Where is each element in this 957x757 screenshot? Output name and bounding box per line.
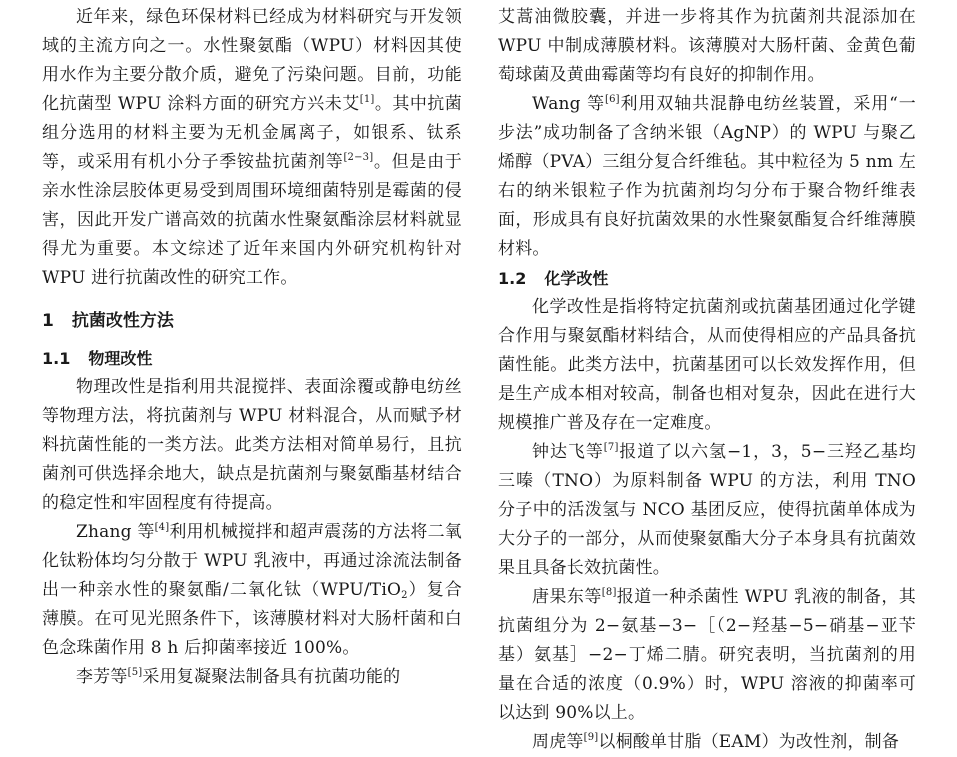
li-fang-continued-paragraph: 艾蒿油微胶囊，并进一步将其作为抗菌剂共混添加在 WPU 中制成薄膜材料。该薄膜对大肠杆菌、金黄色葡萄球菌及黄曲霉菌等均有良好的抑制作用。 xyxy=(498,7,916,85)
chemical-modification-paragraph: 化学改性是指将特定抗菌剂或抗菌基团通过化学键合作用与聚氨酯材料结合，从而使得相应的产品具备抗菌性能。此类方法中，抗菌基团可以长效发挥作用，但是生产成本相对较高，制备也相对复杂，因此在进行大规模推广普及存在一定难度。 xyxy=(498,297,916,433)
citation-4: [4] xyxy=(154,522,170,533)
subsection-heading-1-1: 1.1 物理改性 xyxy=(42,349,153,368)
wang-paragraph: Wang 等[6]利用双轴共混静电纺丝装置，采用“一步法”成功制备了含纳米银（AgNP）的 WPU 与聚乙烯醇（PVA）三组分复合纤维毡。其中粒径为 5 nm 左右的纳米银粒子作为抗菌剂均匀分布于聚合物纤维表面，形成具有良好抗菌效果的水性聚氨酯复合纤维薄膜材料。 xyxy=(498,94,916,259)
li-fang-paragraph: 李芳等[5]采用复凝聚法制备具有抗菌功能的 xyxy=(76,667,401,687)
citation-2-3: [2−3] xyxy=(343,152,374,163)
section-heading-1: 1 抗菌改性方法 xyxy=(42,311,174,331)
subsection-heading-1-2: 1.2 化学改性 xyxy=(498,269,609,288)
intro-paragraph: 近年来，绿色环保材料已经成为材料研究与开发领域的主流方向之一。水性聚氨酯（WPU）材料因其使用水作为主要分散介质，避免了污染问题。目前，功能化抗菌型 WPU 涂料方面的研究方兴未艾[1]。其中抗菌组分选用的材料主要为无机金属离子，如银系、钛系等，或采用有机小分子季铵盐抗菌剂等[2−3]。但是由于亲水性涂层胶体更易受到周围环境细菌特别是霉菌的侵害，因此开发广谱高效的抗菌水性聚氨酯涂层材料就显得尤为重要。本文综述了近年来国内外研究机构针对 WPU 进行抗菌改性的研究工作。 xyxy=(42,7,463,288)
left-column xyxy=(42,0,462,692)
citation-6: [6] xyxy=(605,94,620,105)
zhou-paragraph: 周虎等[9]以桐酸单甘脂（EAM）为改性剂，制备 xyxy=(532,732,900,752)
tang-paragraph: 唐果东等[8]报道一种杀菌性 WPU 乳液的制备，其抗菌组分为 2−氨基−3−［（2−羟基−5−硝基−亚苄基）氨基］−2−丁烯二腈。研究表明，当抗菌剂的用量在合适的浓度（0.9%）时，WPU 溶液的抑菌率可以达到 90%以上。 xyxy=(498,587,916,723)
citation-5: [5] xyxy=(127,667,143,678)
physical-modification-paragraph: 物理改性是指利用共混搅拌、表面涂覆或静电纺丝等物理方法，将抗菌剂与 WPU 材料混合，从而赋予材料抗菌性能的一类方法。此类方法相对简单易行，且抗菌剂可供选择余地大，缺点是抗菌剂与聚氨酯基材结合的稳定性和牢固程度有待提高。 xyxy=(42,377,462,513)
zhang-paragraph: Zhang 等[4]利用机械搅拌和超声震荡的方法将二氧化钛粉体均匀分散于 WPU 乳液中，再通过涂流法制备出一种亲水性的聚氨酯/二氧化钛（WPU/TiO$_2$）复合薄膜。在可见光照条件下，该薄膜材料对大肠杆菌和白色念珠菌作用 8 h 后抑菌率接近 100%。 xyxy=(42,522,462,658)
citation-1: [1] xyxy=(359,94,375,105)
zhong-paragraph: 钟达飞等[7]报道了以六氢−1，3，5−三羟乙基均三嗪（TNO）为原料制备 WPU 的方法，利用 TNO 分子中的活泼氢与 NCO 基团反应，使得抗菌单体成为大分子的一部分，从而使聚氨酯大分子本身具有抗菌效果且具备长效抗菌性。 xyxy=(498,442,916,578)
citation-9: [9] xyxy=(583,732,599,743)
citation-8: [8] xyxy=(601,587,617,598)
right-column xyxy=(498,0,916,757)
citation-7: [7] xyxy=(603,442,619,453)
